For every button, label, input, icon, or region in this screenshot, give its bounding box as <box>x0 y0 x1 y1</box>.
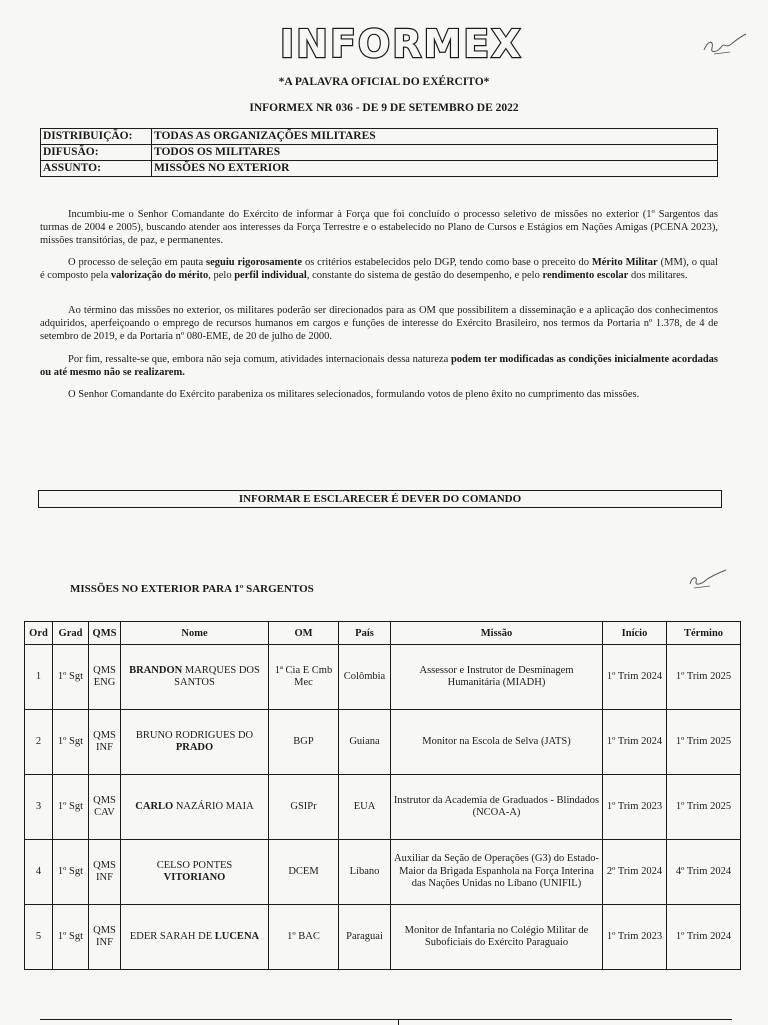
cell-termino: 1º Trim 2025 <box>667 710 741 775</box>
paragraph-2: O processo de seleção em pauta seguiu rigorosamente os critérios estabelecidos pelo DGP, tendo como base o preceito do Mérito Militar (MM), o qual é composto pela valorização do mérito, pelo perfil individual, constante do sistema de gestão do desempenho, e pelo rendimento escolar dos militares. <box>40 257 719 281</box>
paragraph-4: Por fim, ressalte-se que, embora não seja comum, atividades internacionais dessa natureza podem ter modificadas as condições inicialmente acordadas ou até mesmo não se realizarem. <box>40 354 718 378</box>
cell-grad: 1º Sgt <box>53 645 89 710</box>
missions-heading: MISSÕES NO EXTERIOR PARA 1º SARGENTOS <box>70 583 314 595</box>
table-row <box>25 645 741 710</box>
cell-om: DCEM <box>269 840 339 905</box>
cell-pais: Colômbia <box>339 645 391 710</box>
command-motto-box: INFORMAR E ESCLARECER É DEVER DO COMANDO <box>38 490 722 508</box>
column-header: Início <box>603 622 667 645</box>
cell-missao: Instrutor da Academia de Graduados - Blindados (NCOA-A) <box>391 775 603 840</box>
missions-table <box>24 621 741 970</box>
paragraph-3: Ao término das missões no exterior, os militares poderão ser direcionados para as OM que possibilitem a disseminação e a aplicação dos conhecimentos adquiridos, aperfeiçoando o emprego de recursos humanos em cargos e funções de interesse do Exército Brasileiro, nos termos da Portaria nº 1.378, de 4 de setembro de 2019, e da Portaria nº 080-EME, de 20 de julho de 2000. <box>40 305 718 342</box>
cell-inicio: 2º Trim 2024 <box>603 840 667 905</box>
column-header: País <box>339 622 391 645</box>
cell-name: BRUNO RODRIGUES DO PRADO <box>121 710 269 775</box>
paragraph-1: Incumbiu-me o Senhor Comandante do Exército de informar à Força que foi concluído o processo seletivo de missões no exterior (1º Sargentos das turmas de 2004 e 2005), buscando atender aos interesses da Força Terrestre e o estabelecido no Plano de Cursos e Estágios em Nações Amigas (PCENA 2023), missões transitórias, de paz, e permanentes. <box>40 209 718 246</box>
cell-name: EDER SARAH DE LUCENA <box>121 905 269 970</box>
cell-termino: 1º Trim 2024 <box>667 905 741 970</box>
cell-inicio: 1º Trim 2024 <box>603 710 667 775</box>
cell-ord: 3 <box>25 775 53 840</box>
table-row <box>25 840 741 905</box>
column-header: Grad <box>53 622 89 645</box>
cell-pais: Guiana <box>339 710 391 775</box>
table-row <box>25 710 741 775</box>
paragraph-5: O Senhor Comandante do Exército parabeniza os militares selecionados, formulando votos de pleno êxito no cumprimento das missões. <box>68 389 640 400</box>
cell-ord: 2 <box>25 710 53 775</box>
table-row <box>25 775 741 840</box>
info-row-distribuicao <box>41 129 718 145</box>
cell-grad: 1º Sgt <box>53 840 89 905</box>
cell-grad: 1º Sgt <box>53 710 89 775</box>
distribution-table <box>40 128 718 177</box>
cell-ord: 4 <box>25 840 53 905</box>
cell-missao: Monitor de Infantaria no Colégio Militar de Suboficiais do Exército Paraguaio <box>391 905 603 970</box>
page-bottom-tick <box>398 1019 399 1025</box>
motto-line: *A PALAVRA OFICIAL DO EXÉRCITO* <box>278 76 490 88</box>
cell-grad: 1º Sgt <box>53 905 89 970</box>
cell-name: CARLO NAZÁRIO MAIA <box>121 775 269 840</box>
cell-missao: Auxiliar da Seção de Operações (G3) do Estado-Maior da Brigada Espanhola na Força Interina das Nações Unidas no Líbano (UNIFIL) <box>391 840 603 905</box>
info-value: TODOS OS MILITARES <box>152 145 718 161</box>
cell-inicio: 1º Trim 2024 <box>603 645 667 710</box>
column-header: Nome <box>121 622 269 645</box>
cell-qms: QMS ENG <box>89 645 121 710</box>
info-row-assunto <box>41 161 718 177</box>
cell-qms: QMS INF <box>89 840 121 905</box>
handwritten-initials-icon <box>686 566 730 592</box>
issue-line: INFORMEX NR 036 - DE 9 DE SETEMBRO DE 2022 <box>249 102 519 114</box>
cell-pais: Paraguai <box>339 905 391 970</box>
cell-inicio: 1º Trim 2023 <box>603 775 667 840</box>
info-key: ASSUNTO: <box>41 161 152 177</box>
cell-qms: QMS CAV <box>89 775 121 840</box>
table-header-row <box>25 622 741 645</box>
info-key: DISTRIBUIÇÃO: <box>41 129 152 145</box>
cell-pais: EUA <box>339 775 391 840</box>
cell-pais: Líbano <box>339 840 391 905</box>
cell-name: BRANDON MARQUES DOS SANTOS <box>121 645 269 710</box>
cell-ord: 1 <box>25 645 53 710</box>
info-row-difusao <box>41 145 718 161</box>
cell-om: 1º BAC <box>269 905 339 970</box>
column-header: Ord <box>25 622 53 645</box>
cell-om: 1ª Cia E Cmb Mec <box>269 645 339 710</box>
table-row <box>25 905 741 970</box>
cell-grad: 1º Sgt <box>53 775 89 840</box>
cell-termino: 1º Trim 2025 <box>667 775 741 840</box>
cell-termino: 1º Trim 2025 <box>667 645 741 710</box>
logo-text: INFORMEX <box>280 22 523 66</box>
cell-missao: Assessor e Instrutor de Desminagem Humanitária (MIADH) <box>391 645 603 710</box>
column-header: QMS <box>89 622 121 645</box>
informex-logo <box>280 22 523 66</box>
cell-termino: 4º Trim 2024 <box>667 840 741 905</box>
handwritten-signature-icon <box>700 30 750 58</box>
cell-qms: QMS INF <box>89 710 121 775</box>
cell-missao: Monitor na Escola de Selva (JATS) <box>391 710 603 775</box>
info-value: TODAS AS ORGANIZAÇÕES MILITARES <box>152 129 718 145</box>
cell-name: CELSO PONTES VITORIANO <box>121 840 269 905</box>
page-bottom-rule <box>40 1019 732 1020</box>
cell-inicio: 1º Trim 2023 <box>603 905 667 970</box>
cell-ord: 5 <box>25 905 53 970</box>
cell-om: GSIPr <box>269 775 339 840</box>
cell-om: BGP <box>269 710 339 775</box>
column-header: Término <box>667 622 741 645</box>
column-header: Missão <box>391 622 603 645</box>
column-header: OM <box>269 622 339 645</box>
info-key: DIFUSÃO: <box>41 145 152 161</box>
info-value: MISSÕES NO EXTERIOR <box>152 161 718 177</box>
cell-qms: QMS INF <box>89 905 121 970</box>
